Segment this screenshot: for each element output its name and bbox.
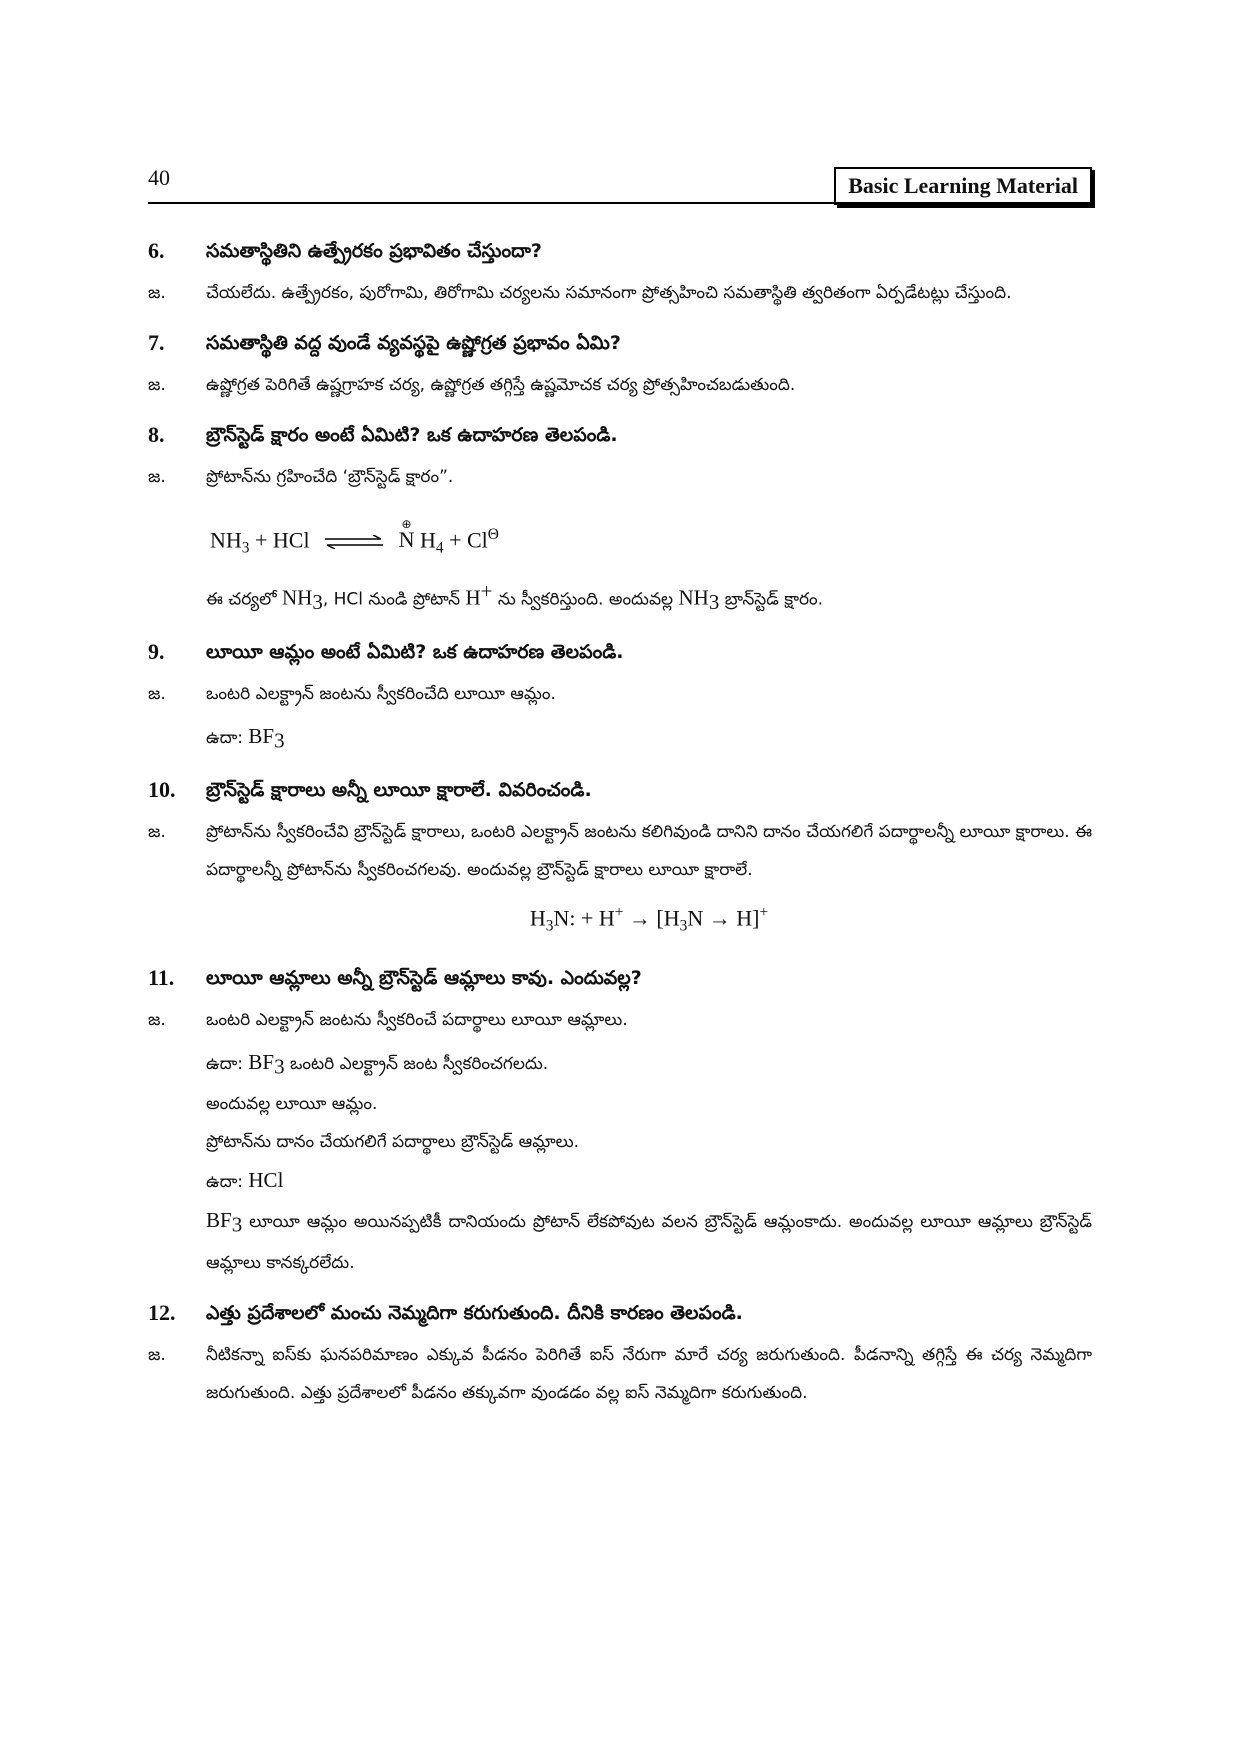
answer-text: చేయలేదు. ఉత్ప్రేరకం, పురోగామి, తిరోగామి చర్యలను సమానంగా ప్రోత్సహించి సమతాస్థితి త్వరితంగా ఏర్పడేటట్లు చేస్తుంది. [206, 283, 1012, 303]
subscript: 3 [708, 589, 720, 614]
question-text: సమతాస్థితి వద్ద వుండే వ్యవస్థపై ఉష్ణోగ్రత ప్రభావం ఏమి? [206, 332, 621, 354]
superscript: + [480, 578, 493, 603]
page-content [148, 220, 1092, 1416]
question-number: 6. [148, 238, 165, 263]
text: , HCl నుండి ప్రోటాన్ [322, 589, 466, 610]
answer-text: ఒంటరి ఎలక్ట్రాన్ జంటను స్వీకరించేది లూయీ ఆమ్లం. [206, 683, 556, 704]
formula: N: + H [553, 905, 615, 931]
text: లూయీ ఆమ్లం అయినప్పటికీ దానియందు ప్రోటాన్ లేకపోవుట వలన బ్రౌన్‌స్టెడ్ ఆమ్లంకాదు. అందువల్ల లూయీ ఆమ్లాలు బ్రౌన్‌స్టెడ్ ఆమ్లాలు కానక్కరలేదు. [206, 1212, 1092, 1273]
equation-nh3-hcl [210, 512, 1092, 572]
equilibrium-arrow-icon [323, 535, 385, 549]
formula: NH [678, 585, 709, 610]
formula: H [465, 585, 481, 610]
formula: HCl [248, 1168, 284, 1193]
formula-nh4 [399, 517, 415, 563]
question-number: 11. [148, 964, 175, 990]
answer-11 [148, 1001, 1092, 1039]
subscript: 3 [312, 589, 323, 614]
subscript: 3 [274, 1054, 285, 1079]
question-8 [148, 416, 1092, 454]
example-prefix: ఉదా: [206, 727, 249, 748]
explanation-8 [206, 572, 1092, 621]
example-9 [206, 717, 1092, 759]
question-text: లూయీ ఆమ్లాలు అన్నీ బ్రౌన్‌స్టెడ్ ఆమ్లాలు కావు. ఎందువల్ల? [206, 966, 642, 989]
example-11-bf3 [206, 1043, 1092, 1085]
question-6 [148, 232, 1092, 270]
answer-text: నీటికన్నా ఐస్‌కు ఘనపరిమాణం ఎక్కువ పీడనం పెరిగితే ఐస్ నేరుగా మారే చర్య జరుగుతుంది. పీడనాన్ని తగ్గిస్తే ఈ చర్య నెమ్మదిగా జరుగుతుంది. ఎత్తు ప్రదేశాలలో పీడనం తక్కువగా వుండడం వల్ల ఐస్ నెమ్మదిగా కరుగుతుంది. [206, 1344, 1092, 1403]
question-number: 12. [148, 1299, 176, 1325]
question-12 [148, 1294, 1092, 1332]
superscript: + [614, 904, 624, 922]
subscript: 3 [231, 1212, 243, 1237]
answer-8 [148, 458, 1092, 496]
formula: [H [656, 905, 680, 931]
text: బ్రాన్‌స్టెడ్ క్షారం. [719, 589, 824, 610]
answer-9 [148, 675, 1092, 713]
question-number: 7. [148, 330, 165, 355]
answer-7 [148, 366, 1092, 404]
answer-label: జ. [148, 283, 166, 303]
superscript: + [759, 904, 769, 922]
example-prefix: ఉదా: [206, 1172, 249, 1193]
formula: H] [730, 905, 760, 931]
header-rule [148, 202, 1092, 204]
formula-hcl: HCl [272, 527, 310, 553]
subscript: 3 [241, 539, 250, 557]
answer-label: జ. [148, 467, 166, 487]
header-title: Basic Learning Material [834, 167, 1092, 205]
page-header [148, 163, 1092, 205]
question-text: లూయీ ఆమ్లం అంటే ఏమిటి? ఒక ఉదాహరణ తెలపండి. [206, 640, 624, 663]
formula: BF [248, 723, 275, 748]
arrow-right-icon: → [628, 905, 651, 931]
equation-h3n [206, 893, 1092, 947]
line-11-bronsted: ప్రోటాన్‌ను దానం చేయగలిగే పదార్థాలు బ్రౌన్‌స్టెడ్ ఆమ్లాలు. [206, 1132, 580, 1153]
question-text: బ్రౌన్‌స్టెడ్ క్షారాలు అన్నీ లూయీ క్షారాలే. వివరించండి. [206, 779, 592, 802]
formula: BF [206, 1208, 232, 1233]
question-text: బ్రౌన్‌స్టెడ్ క్షారం అంటే ఏమిటి? ఒక ఉదాహరణ తెలపండి. [206, 424, 618, 446]
question-11 [148, 959, 1092, 997]
negative-charge-icon: Θ [487, 526, 499, 543]
example-11-hcl [206, 1161, 1092, 1201]
page-number: 40 [148, 165, 170, 190]
plus-sign: + [254, 527, 268, 553]
plus-sign: + [449, 527, 462, 553]
answer-text: ప్రోటాన్‌ను స్వీకరించేవి బ్రౌన్‌స్టెడ్ క్షారాలు, ఒంటరి ఎలక్ట్రాన్ జంటను కలిగివుండి దానిని దానం చేయగలిగే పదార్థాలన్నీ లూయీ క్షారాలు. ఈ పదార్థాలన్నీ ప్రోటాన్‌ను స్వీకరించగలవు. అందువల్ల బ్రౌన్‌స్టెడ్ క్షారాలు లూయీ క్షారాలే. [206, 822, 1092, 881]
answer-label: జ. [148, 683, 166, 704]
question-text: సమతాస్థితిని ఉత్ప్రేరకం ప్రభావితం చేస్తుందా? [206, 240, 542, 262]
answer-text: ఒంటరి ఎలక్ట్రాన్ జంటను స్వీకరించే పదార్థాలు లూయీ ఆమ్లాలు. [206, 1009, 628, 1030]
question-9 [148, 633, 1092, 671]
subscript: 4 [435, 539, 444, 557]
question-text: ఎత్తు ప్రదేశాలలో మంచు నెమ్మదిగా కరుగుతుంది. దీనికి కారణం తెలపండి. [206, 1301, 743, 1324]
arrow-right-icon: → [708, 905, 731, 931]
answer-label: జ. [148, 1344, 166, 1365]
question-7 [148, 324, 1092, 362]
subscript: 3 [679, 917, 688, 935]
formula: BF [248, 1049, 275, 1074]
formula: H [529, 905, 546, 931]
paragraph-11 [206, 1201, 1092, 1281]
formula-cl: Cl [467, 527, 488, 553]
subscript: 3 [274, 728, 285, 753]
formula: N [687, 905, 709, 931]
answer-10 [148, 813, 1092, 889]
question-number: 8. [148, 422, 165, 447]
line-11-conclusion: అందువల్ల లూయీ ఆమ్లం. [206, 1094, 378, 1115]
answer-12 [148, 1336, 1092, 1412]
answer-label: జ. [148, 1009, 166, 1030]
text: ఈ చర్యలో [206, 589, 282, 610]
positive-charge-icon: ⊕ [401, 517, 412, 532]
nitrogen-symbol: N [398, 527, 415, 553]
text: ను స్వీకరిస్తుంది. అందువల్ల [492, 589, 679, 610]
answer-label: జ. [148, 375, 166, 395]
formula: NH [282, 585, 313, 610]
answer-label: జ. [148, 822, 166, 843]
subscript: 3 [545, 917, 554, 935]
question-number: 10. [148, 777, 176, 803]
answer-text: ఉష్ణోగ్రత పెరిగితే ఉష్ణగ్రాహక చర్య, ఉష్ణోగ్రత తగ్గిస్తే ఉష్ణమోచక చర్య ప్రోత్సహించబడుతుంది. [206, 375, 796, 395]
answer-6 [148, 274, 1092, 312]
example-prefix: ఉదా: [206, 1053, 249, 1074]
answer-text: ప్రోటాన్‌ను గ్రహించేది ‘బ్రౌన్‌స్టెడ్ క్షారం”. [206, 467, 454, 487]
question-number: 9. [148, 638, 165, 664]
hydrogen-symbol: H [419, 527, 436, 553]
formula-nh3: NH [210, 527, 242, 553]
question-10 [148, 771, 1092, 809]
text: ఒంటరి ఎలక్ట్రాన్ జంట స్వీకరించగలదు. [284, 1053, 549, 1074]
